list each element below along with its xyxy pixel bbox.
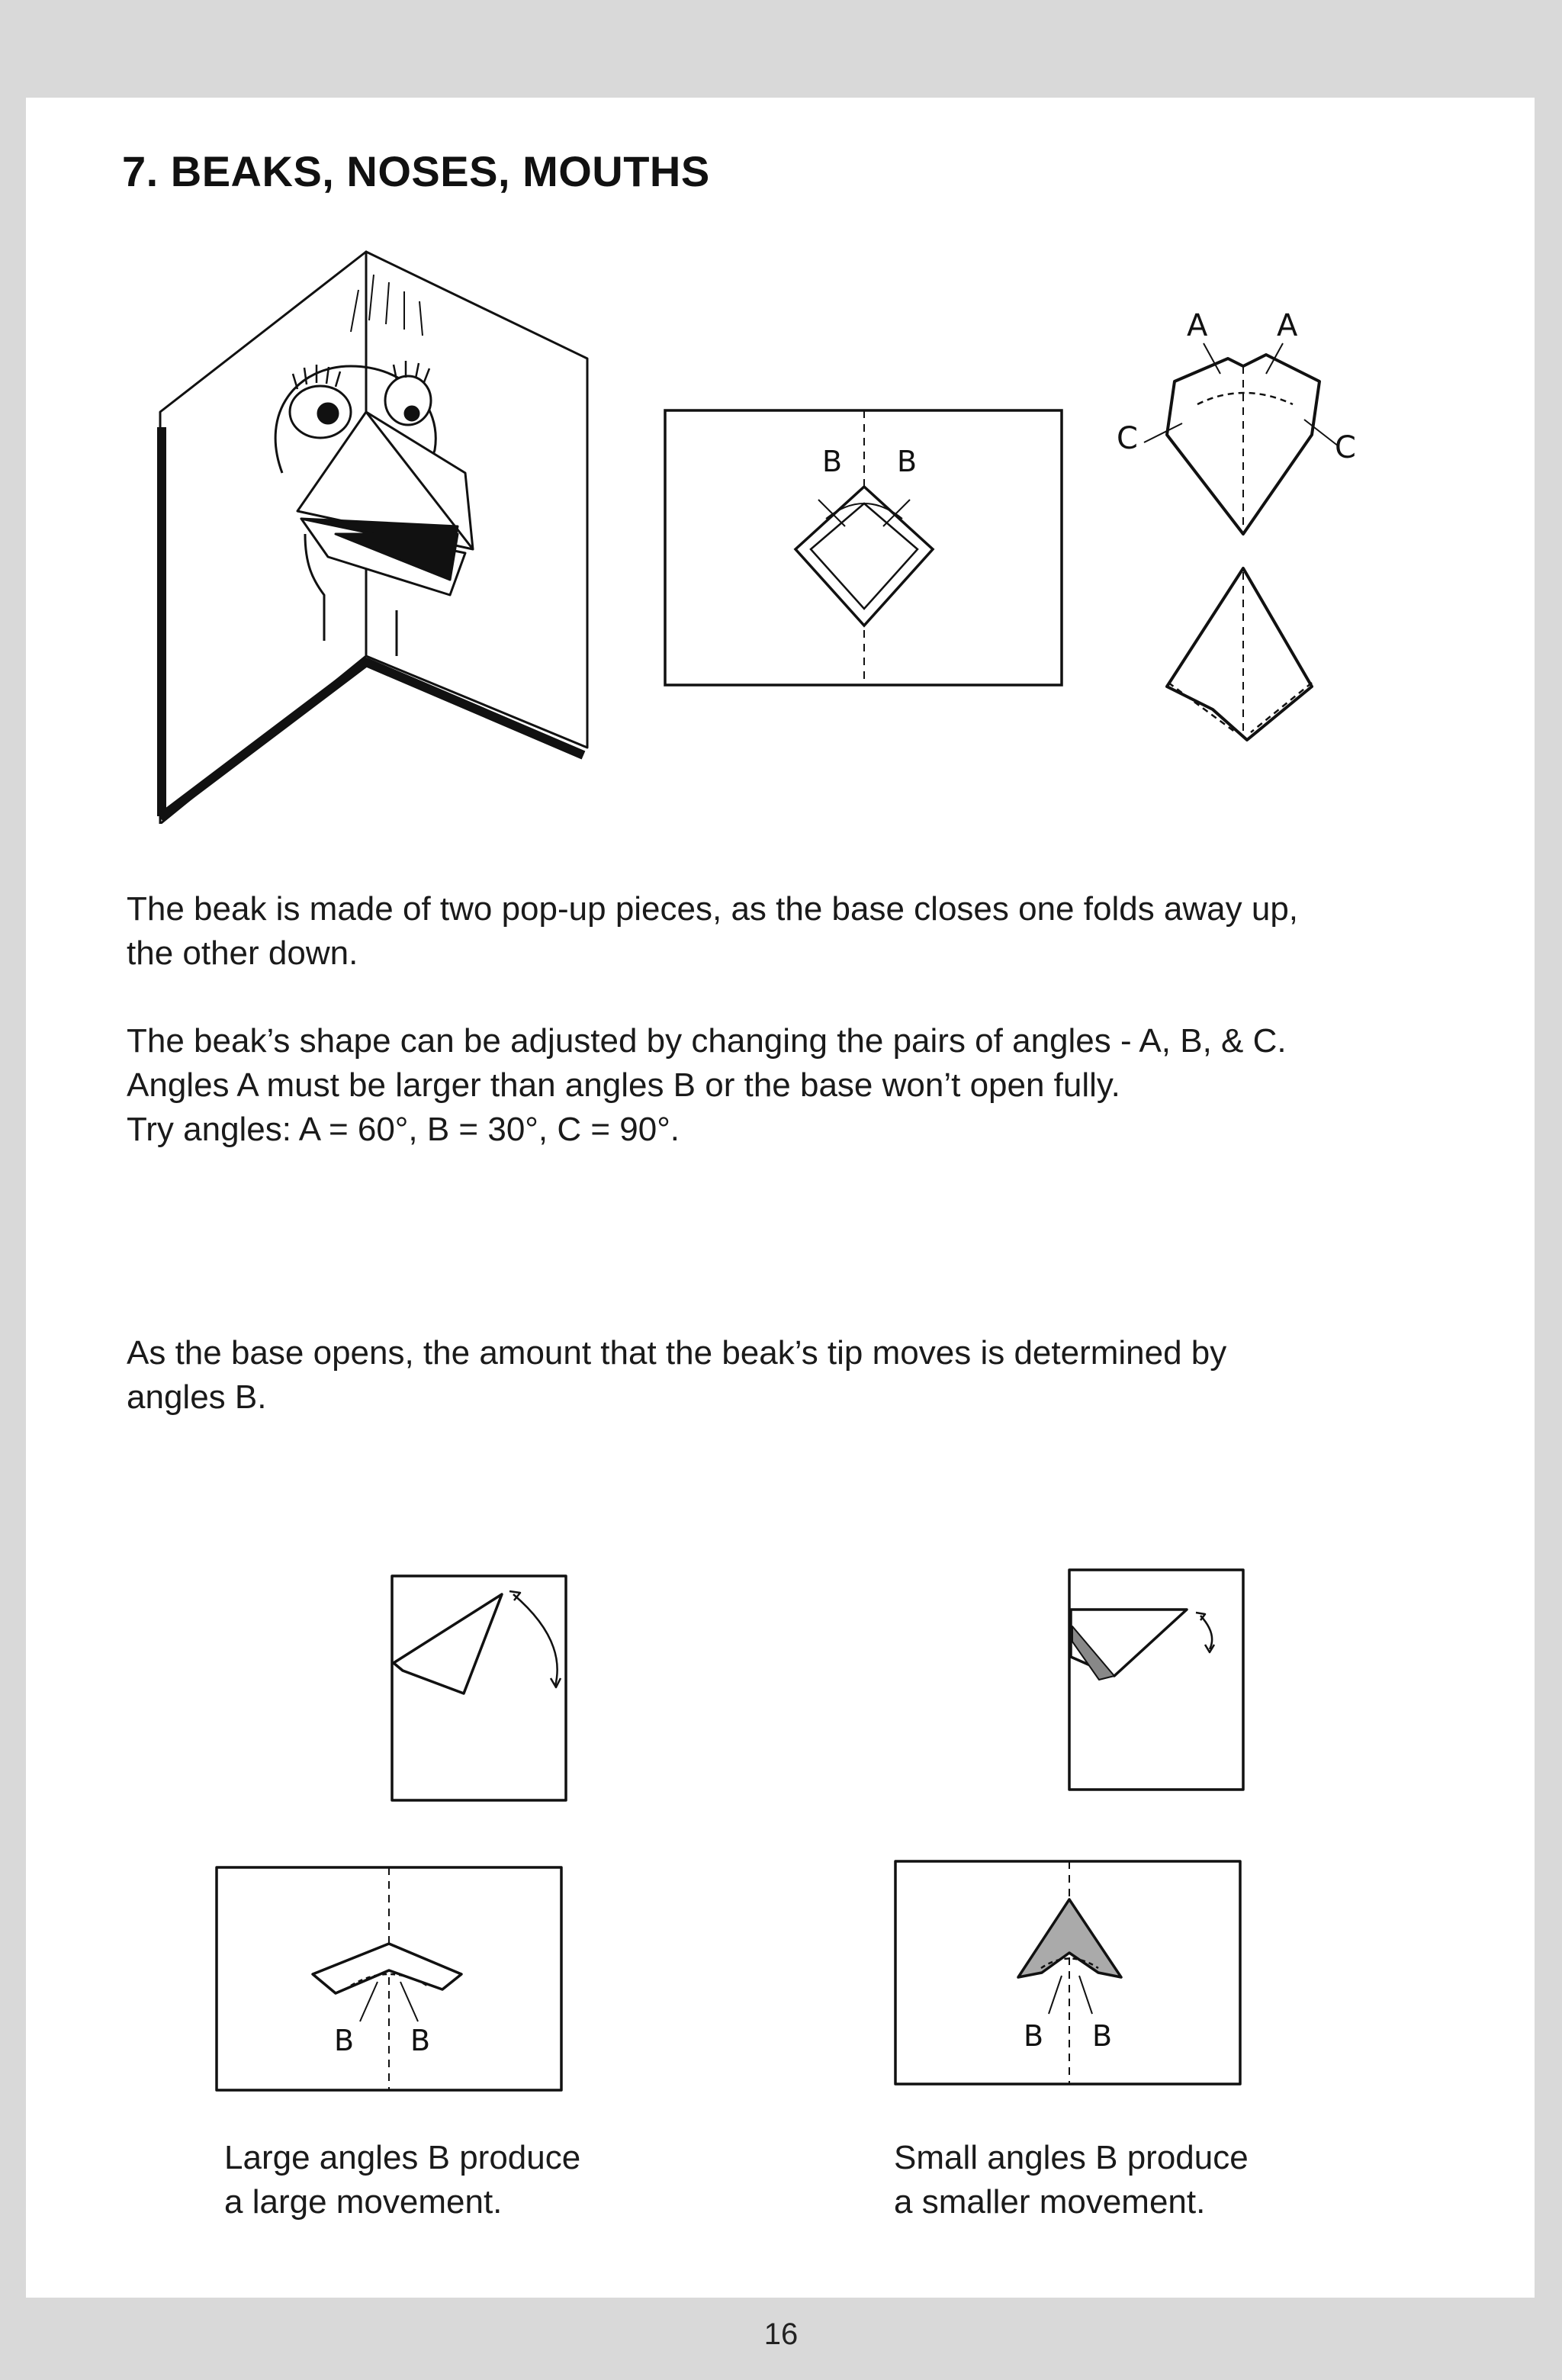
label-a-left: A <box>1187 308 1208 343</box>
page-title: 7. BEAKS, NOSES, MOUTHS <box>122 147 710 195</box>
label-b-right: B <box>897 445 918 478</box>
caption-large-movement: Large angles B produce a large movement. <box>224 2139 581 2221</box>
label-b-left: B <box>822 445 843 478</box>
large-movement-side-view <box>387 1571 570 1805</box>
paragraph-tip-movement: As the base opens, the amount that the beak’s tip moves is determined by angles B. <box>127 1334 1227 1416</box>
beak-base-diagram <box>662 404 1074 694</box>
label-a-right: A <box>1277 308 1298 343</box>
paragraph-beak-pieces: The beak is made of two pop-up pieces, as the base closes one folds away up, the other down. <box>127 890 1299 972</box>
page-number: 16 <box>763 2317 799 2351</box>
small-movement-side-view <box>1065 1565 1248 1794</box>
small-angles-flat-diagram <box>892 1854 1245 2089</box>
label-c-left: C <box>1117 421 1138 456</box>
paragraph-beak-angles: The beak’s shape can be adjusted by changing the pairs of angles - A, B, & C. Angles A must be larger than angles B or the base won’t open fully. Try angles: A = 60°, B = 30°, C = 90°. <box>127 1022 1287 1148</box>
label-c-right: C <box>1335 430 1356 465</box>
label-b-small-left: B <box>1024 2019 1044 2053</box>
label-b-small-right: B <box>1092 2019 1113 2053</box>
large-angles-flat-diagram <box>214 1860 564 2095</box>
label-b-large-left: B <box>334 2024 355 2057</box>
label-b-large-right: B <box>410 2024 431 2057</box>
bird-popup-illustration <box>145 244 603 824</box>
beak-pieces-diagram <box>1114 298 1358 755</box>
caption-small-movement: Small angles B produce a smaller movement. <box>894 2139 1249 2221</box>
